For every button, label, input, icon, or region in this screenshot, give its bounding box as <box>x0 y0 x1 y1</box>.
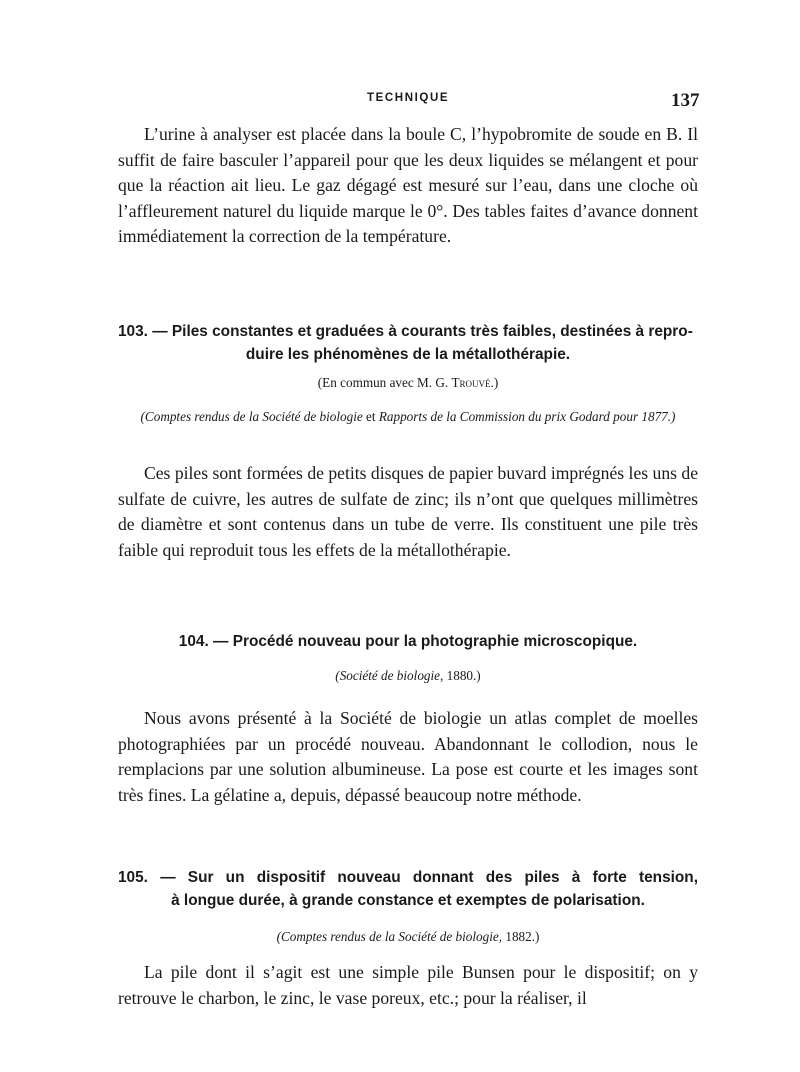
section-103-title-line1: — Piles constantes et graduées à courants très faibles, destinées à repro- <box>147 323 693 340</box>
section-103-title-line2: duire les phénomènes de la métallothérapie. <box>245 346 571 363</box>
ref-journal: (Société de biologie, <box>335 668 444 683</box>
section-105-body: La pile dont il s’agit est une simple pile Bunsen pour le dispositif; on y retrouve le charbon, le zinc, le vase poreux, etc.; pour la réaliser, il <box>118 962 698 1008</box>
section-103-collaboration <box>118 373 698 392</box>
page-header <box>0 90 800 112</box>
section-105-heading-line1 <box>118 866 698 889</box>
page-number: 137 <box>671 90 700 111</box>
ref-journal: (Comptes rendus de la Société de biologie, <box>276 929 503 944</box>
section-103-number: 103. <box>118 323 148 340</box>
collab-name: Trouvé <box>451 375 491 390</box>
collab-prefix: (En commun avec M. G. <box>317 375 452 390</box>
section-105-heading-line2 <box>118 889 698 912</box>
section-104-body: Nous avons présenté à la Société de biologie un atlas complet de moelles photographiées par un procédé nouveau. Abandonnant le collodion, nous le remplacions par une solution albumineuse. La pose est courte et les images sont très fines. La gélatine a, depuis, dépassé beaucoup notre méthode. <box>118 708 698 805</box>
section-105-title-line1: — Sur un dispositif nouveau donnant des piles à forte tension, <box>147 869 698 886</box>
section-105-title-line2: à longue durée, à grande constance et exemptes de polarisation. <box>171 892 645 909</box>
ref-conjunction: et <box>362 409 379 424</box>
intro-paragraph: L’urine à analyser est placée dans la boule C, l’hypobromite de soude en B. Il suffit de faire basculer l’appareil pour que les deux liquides se mélangent et pour que la réaction ait lieu. Le gaz dégagé est mesuré sur l’eau, dans une cloche où l’affleurement naturel du liquide marque le 0°. Des tables faites d’avance donnent immédiatement la correction de la température. <box>118 124 698 246</box>
running-head: TECHNIQUE <box>367 92 450 104</box>
section-104-heading <box>118 630 698 653</box>
section-104-title: — Procédé nouveau pour la photographie microscopique. <box>208 633 638 650</box>
ref-part-a: (Comptes rendus de la Société de biologie <box>140 409 363 424</box>
ref-part-b: Rapports de la Commission du prix Godard pour 1877.) <box>378 409 676 424</box>
ref-year: 1882.) <box>502 929 540 944</box>
section-104-reference <box>118 666 698 685</box>
collab-suffix: .) <box>490 375 499 390</box>
section-103-heading <box>118 320 698 366</box>
section-103-body: Ces piles sont formées de petits disques de papier buvard imprégnés les uns de sulfate de cuivre, les autres de sulfate de zinc; ils n’ont que quelques millimètres de diamètre et sont contenus dans un tube de verre. Ils constituent une pile très faible qui reproduit tous les effets de la métallothérapie. <box>118 463 698 560</box>
ref-year: 1880.) <box>443 668 481 683</box>
section-105-number: 105. <box>118 869 148 886</box>
section-105-reference <box>118 927 698 946</box>
section-104-number: 104. <box>178 633 209 650</box>
section-103-reference <box>118 407 698 426</box>
